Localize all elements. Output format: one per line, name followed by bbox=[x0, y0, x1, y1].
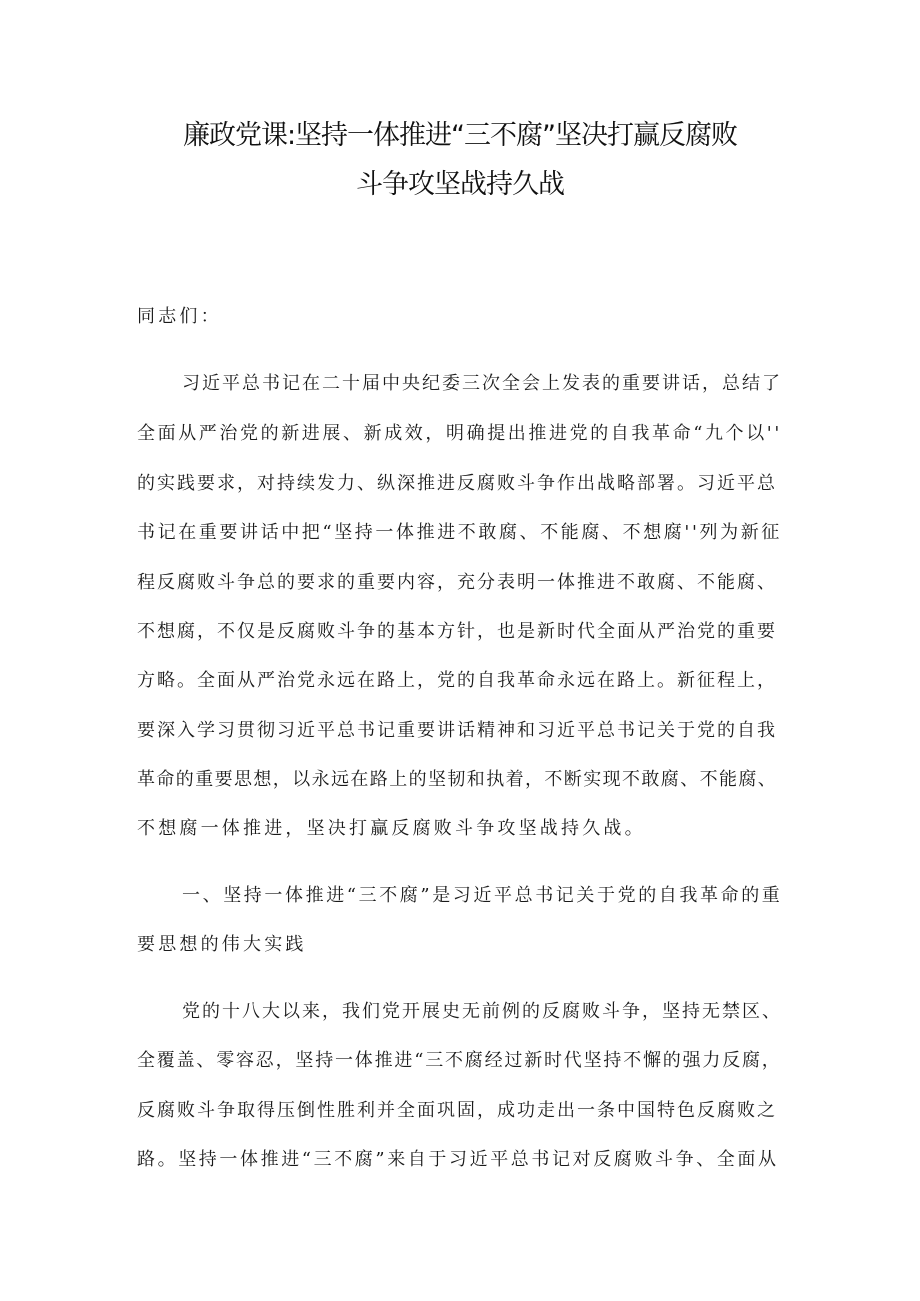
paragraph-2-line: 路。坚持一体推进“三不腐”来自于习近平总书记对反腐败斗争、全面从 bbox=[137, 1149, 779, 1170]
paragraph-1-line: 要深入学习贯彻习近平总书记重要讲话精神和习近平总书记关于党的自我 bbox=[137, 720, 777, 741]
paragraph-1-line: 全面从严治党的新进展、新成效，明确提出推进党的自我革命“九个以'' bbox=[137, 423, 782, 444]
document-title-line-2: 斗争攻坚战持久战 bbox=[356, 169, 564, 200]
paragraph-1-line: 革命的重要思想，以永远在路上的坚韧和执着，不断实现不敢腐、不能腐、 bbox=[137, 769, 778, 790]
paragraph-1-line: 习近平总书记在二十届中央纪委三次全会上发表的重要讲话，总结了 bbox=[182, 373, 782, 394]
paragraph-1-line: 不想腐一体推进，坚决打赢反腐败斗争攻坚战持久战。 bbox=[137, 818, 646, 839]
paragraph-1-line: 方略。全面从严治党永远在路上，党的自我革命永远在路上。新征程上， bbox=[137, 670, 777, 691]
paragraph-1-line: 的实践要求，对持续发力、纵深推进反腐败斗争作出战略部署。习近平总 bbox=[137, 473, 777, 494]
paragraph-2-line: 全覆盖、零容忍，坚持一体推进“三不腐经过新时代坚持不懈的强力反腐， bbox=[137, 1050, 782, 1071]
paragraph-1-line: 程反腐败斗争总的要求的重要内容，充分表明一体推进不敢腐、不能腐、 bbox=[137, 572, 777, 593]
document-title-line-1: 廉政党课:坚持一体推进“三不腐”坚决打赢反腐败 bbox=[182, 120, 738, 151]
paragraph-1-line: 不想腐，不仅是反腐败斗争的基本方针，也是新时代全面从严治党的重要 bbox=[137, 621, 777, 642]
section-heading-1-line: 一、坚持一体推进“三不腐”是习近平总书记关于党的自我革命的重 bbox=[182, 885, 783, 906]
paragraph-2-line: 反腐败斗争取得压倒性胜利并全面巩固，成功走出一条中国特色反腐败之 bbox=[137, 1100, 777, 1121]
section-heading-1-line: 要思想的伟大实践 bbox=[137, 934, 307, 955]
paragraph-1-line: 书记在重要讲话中把“坚持一体推进不敢腐、不能腐、不想腐''列为新征 bbox=[137, 522, 782, 543]
salutation: 同志们： bbox=[137, 306, 222, 327]
paragraph-2-line: 党的十八大以来，我们党开展史无前例的反腐败斗争，坚持无禁区、 bbox=[182, 1001, 782, 1022]
